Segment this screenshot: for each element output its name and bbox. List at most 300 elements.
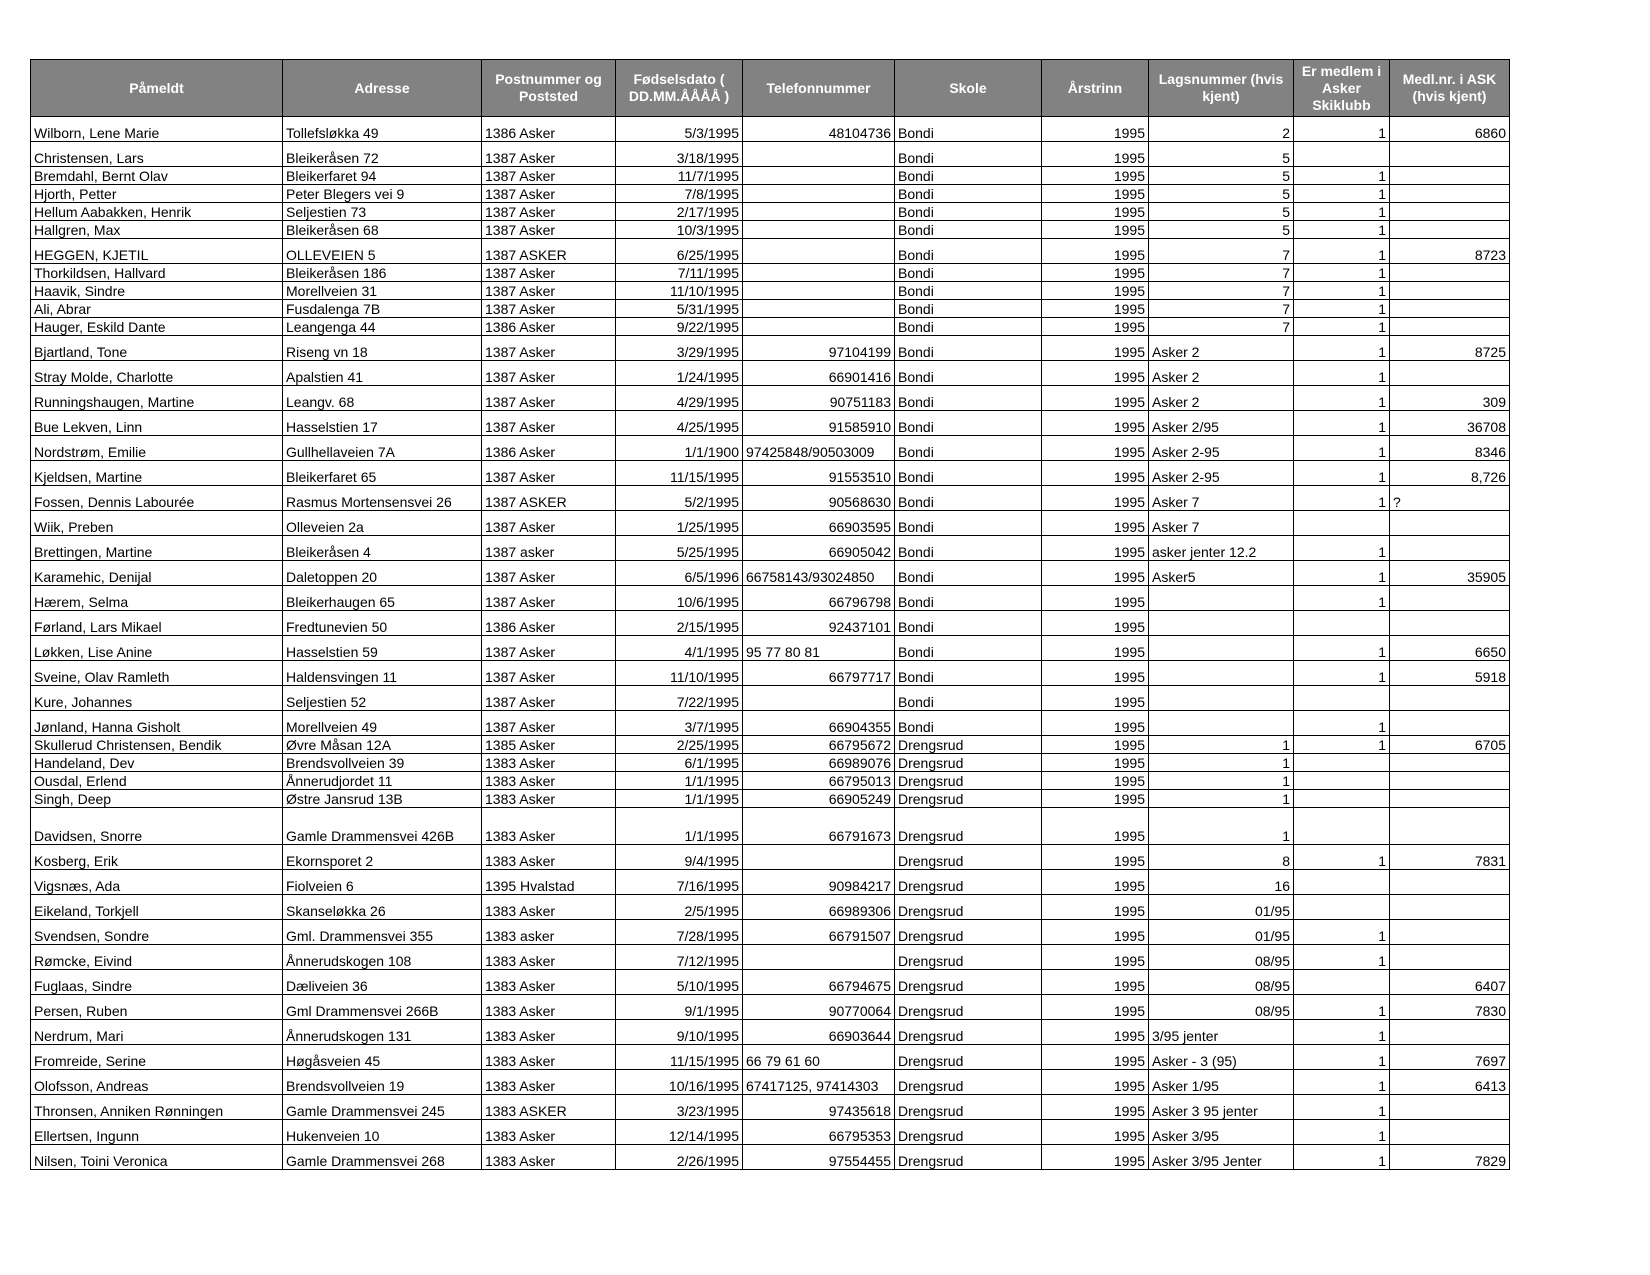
cell-address: Haldensvingen 11 — [283, 661, 482, 686]
cell-name: Handeland, Dev — [31, 754, 283, 772]
cell-name: Vigsnæs, Ada — [31, 870, 283, 895]
cell-birthdate: 7/16/1995 — [616, 870, 743, 895]
cell-postal: 1387 Asker — [482, 711, 616, 736]
cell-member — [1294, 142, 1390, 167]
cell-member-no — [1390, 611, 1510, 636]
cell-member-no: 8346 — [1390, 436, 1510, 461]
cell-grade: 1995 — [1042, 536, 1149, 561]
cell-member-no — [1390, 945, 1510, 970]
cell-school: Drengsrud — [895, 920, 1042, 945]
cell-address: Peter Blegers vei 9 — [283, 185, 482, 203]
cell-member: 1 — [1294, 1145, 1390, 1170]
cell-grade: 1995 — [1042, 318, 1149, 336]
cell-postal: 1386 Asker — [482, 318, 616, 336]
cell-birthdate: 12/14/1995 — [616, 1120, 743, 1145]
cell-team: 3/95 jenter — [1149, 1020, 1294, 1045]
cell-birthdate: 9/22/1995 — [616, 318, 743, 336]
cell-member-no: 8725 — [1390, 336, 1510, 361]
table-row — [31, 511, 1510, 536]
header-telefon: Telefonnummer — [743, 60, 895, 117]
table-row — [31, 221, 1510, 239]
cell-member: 1 — [1294, 239, 1390, 264]
cell-postal: 1383 asker — [482, 920, 616, 945]
cell-name: Hallgren, Max — [31, 221, 283, 239]
cell-name: HEGGEN, KJETIL — [31, 239, 283, 264]
cell-school: Drengsrud — [895, 845, 1042, 870]
cell-address: Ekornsporet 2 — [283, 845, 482, 870]
cell-school: Bondi — [895, 461, 1042, 486]
cell-name: Jønland, Hanna Gisholt — [31, 711, 283, 736]
cell-phone — [743, 203, 895, 221]
cell-postal: 1387 Asker — [482, 411, 616, 436]
cell-grade: 1995 — [1042, 561, 1149, 586]
header-medlnr: Medl.nr. i ASK (hvis kjent) — [1390, 60, 1510, 117]
table-row — [31, 1020, 1510, 1045]
cell-grade: 1995 — [1042, 336, 1149, 361]
cell-phone: 66905042 — [743, 536, 895, 561]
cell-school: Drengsrud — [895, 754, 1042, 772]
cell-member-no — [1390, 711, 1510, 736]
cell-birthdate: 7/22/1995 — [616, 686, 743, 711]
cell-name: Karamehic, Denijal — [31, 561, 283, 586]
cell-name: Persen, Ruben — [31, 995, 283, 1020]
cell-phone — [743, 239, 895, 264]
cell-birthdate: 10/6/1995 — [616, 586, 743, 611]
cell-grade: 1995 — [1042, 845, 1149, 870]
cell-member — [1294, 611, 1390, 636]
cell-birthdate: 11/10/1995 — [616, 282, 743, 300]
table-row — [31, 300, 1510, 318]
cell-birthdate: 6/1/1995 — [616, 754, 743, 772]
cell-birthdate: 9/1/1995 — [616, 995, 743, 1020]
cell-team — [1149, 636, 1294, 661]
cell-phone: 66903595 — [743, 511, 895, 536]
table-row — [31, 945, 1510, 970]
cell-phone: 66794675 — [743, 970, 895, 995]
cell-team: 08/95 — [1149, 995, 1294, 1020]
cell-school: Drengsrud — [895, 1120, 1042, 1145]
table-row — [31, 1095, 1510, 1120]
cell-address: Gml Drammensvei 266B — [283, 995, 482, 1020]
cell-postal: 1387 Asker — [482, 264, 616, 282]
cell-postal: 1386 Asker — [482, 611, 616, 636]
cell-grade: 1995 — [1042, 895, 1149, 920]
cell-grade: 1995 — [1042, 1020, 1149, 1045]
cell-school: Bondi — [895, 142, 1042, 167]
cell-school: Bondi — [895, 686, 1042, 711]
cell-name: Runningshaugen, Martine — [31, 386, 283, 411]
cell-postal: 1383 Asker — [482, 1070, 616, 1095]
cell-postal: 1383 Asker — [482, 995, 616, 1020]
cell-birthdate: 1/1/1995 — [616, 808, 743, 845]
cell-postal: 1387 ASKER — [482, 486, 616, 511]
cell-phone — [743, 845, 895, 870]
cell-member-no — [1390, 318, 1510, 336]
cell-member — [1294, 511, 1390, 536]
cell-member: 1 — [1294, 1045, 1390, 1070]
cell-phone: 66901416 — [743, 361, 895, 386]
cell-member — [1294, 754, 1390, 772]
cell-phone: 97435618 — [743, 1095, 895, 1120]
cell-school: Bondi — [895, 117, 1042, 142]
cell-phone — [743, 300, 895, 318]
cell-birthdate: 9/10/1995 — [616, 1020, 743, 1045]
cell-team — [1149, 661, 1294, 686]
cell-birthdate: 5/31/1995 — [616, 300, 743, 318]
cell-school: Bondi — [895, 661, 1042, 686]
cell-name: Løkken, Lise Anine — [31, 636, 283, 661]
cell-member: 1 — [1294, 336, 1390, 361]
cell-address: Fiolveien 6 — [283, 870, 482, 895]
cell-team — [1149, 586, 1294, 611]
cell-member: 1 — [1294, 300, 1390, 318]
cell-address: Seljestien 73 — [283, 203, 482, 221]
cell-address: Fusdalenga 7B — [283, 300, 482, 318]
table-row — [31, 808, 1510, 845]
cell-birthdate: 1/1/1900 — [616, 436, 743, 461]
cell-member-no — [1390, 185, 1510, 203]
cell-grade: 1995 — [1042, 611, 1149, 636]
table-row — [31, 920, 1510, 945]
cell-member-no: 36708 — [1390, 411, 1510, 436]
cell-birthdate: 10/16/1995 — [616, 1070, 743, 1095]
cell-member — [1294, 772, 1390, 790]
cell-address: Ånnerudskogen 108 — [283, 945, 482, 970]
cell-name: Kosberg, Erik — [31, 845, 283, 870]
cell-member-no: 6860 — [1390, 117, 1510, 142]
cell-birthdate: 11/15/1995 — [616, 461, 743, 486]
cell-postal: 1383 Asker — [482, 845, 616, 870]
cell-name: Kure, Johannes — [31, 686, 283, 711]
cell-grade: 1995 — [1042, 711, 1149, 736]
cell-grade: 1995 — [1042, 661, 1149, 686]
table-row — [31, 995, 1510, 1020]
cell-postal: 1383 Asker — [482, 895, 616, 920]
cell-grade: 1995 — [1042, 239, 1149, 264]
cell-team: 7 — [1149, 239, 1294, 264]
cell-team: Asker 7 — [1149, 511, 1294, 536]
cell-member-no — [1390, 167, 1510, 185]
cell-birthdate: 7/8/1995 — [616, 185, 743, 203]
cell-grade: 1995 — [1042, 185, 1149, 203]
cell-school: Drengsrud — [895, 1070, 1042, 1095]
cell-grade: 1995 — [1042, 221, 1149, 239]
cell-member — [1294, 790, 1390, 808]
cell-name: Thronsen, Anniken Rønningen — [31, 1095, 283, 1120]
cell-member-no — [1390, 536, 1510, 561]
cell-name: Sveine, Olav Ramleth — [31, 661, 283, 686]
cell-team: 5 — [1149, 185, 1294, 203]
cell-postal: 1387 Asker — [482, 636, 616, 661]
cell-birthdate: 1/1/1995 — [616, 772, 743, 790]
cell-member: 1 — [1294, 264, 1390, 282]
cell-birthdate: 11/10/1995 — [616, 661, 743, 686]
cell-name: Nerdrum, Mari — [31, 1020, 283, 1045]
cell-school: Drengsrud — [895, 870, 1042, 895]
cell-name: Førland, Lars Mikael — [31, 611, 283, 636]
cell-postal: 1395 Hvalstad — [482, 870, 616, 895]
cell-name: Svendsen, Sondre — [31, 920, 283, 945]
cell-member: 1 — [1294, 203, 1390, 221]
table-row — [31, 117, 1510, 142]
cell-birthdate: 3/29/1995 — [616, 336, 743, 361]
cell-school: Bondi — [895, 318, 1042, 336]
table-row — [31, 336, 1510, 361]
cell-team: asker jenter 12.2 — [1149, 536, 1294, 561]
cell-address: Ånnerudskogen 131 — [283, 1020, 482, 1045]
cell-phone: 97104199 — [743, 336, 895, 361]
cell-name: Bjartland, Tone — [31, 336, 283, 361]
cell-phone: 48104736 — [743, 117, 895, 142]
cell-member: 1 — [1294, 995, 1390, 1020]
cell-school: Bondi — [895, 411, 1042, 436]
cell-team: 1 — [1149, 736, 1294, 754]
cell-address: Olleveien 2a — [283, 511, 482, 536]
cell-member: 1 — [1294, 920, 1390, 945]
header-medlem: Er medlem i Asker Skiklubb — [1294, 60, 1390, 117]
cell-phone: 66905249 — [743, 790, 895, 808]
cell-birthdate: 7/28/1995 — [616, 920, 743, 945]
cell-team: Asker 3/95 Jenter — [1149, 1145, 1294, 1170]
cell-name: Haavik, Sindre — [31, 282, 283, 300]
cell-team: 7 — [1149, 282, 1294, 300]
table-row — [31, 586, 1510, 611]
cell-member-no: 7830 — [1390, 995, 1510, 1020]
cell-address: Leangv. 68 — [283, 386, 482, 411]
cell-member: 1 — [1294, 282, 1390, 300]
cell-member: 1 — [1294, 945, 1390, 970]
cell-phone: 66904355 — [743, 711, 895, 736]
cell-school: Bondi — [895, 300, 1042, 318]
table-row — [31, 167, 1510, 185]
cell-phone — [743, 318, 895, 336]
cell-postal: 1387 Asker — [482, 221, 616, 239]
cell-address: Fredtunevien 50 — [283, 611, 482, 636]
cell-postal: 1387 Asker — [482, 282, 616, 300]
cell-address: Leangenga 44 — [283, 318, 482, 336]
cell-phone: 66797717 — [743, 661, 895, 686]
cell-member-no — [1390, 361, 1510, 386]
cell-grade: 1995 — [1042, 486, 1149, 511]
cell-phone: 90984217 — [743, 870, 895, 895]
cell-school: Drengsrud — [895, 790, 1042, 808]
table-row — [31, 142, 1510, 167]
cell-address: Bleikeråsen 4 — [283, 536, 482, 561]
header-postnummer: Postnummer og Poststed — [482, 60, 616, 117]
cell-address: Gamle Drammensvei 426B — [283, 808, 482, 845]
cell-team: 1 — [1149, 790, 1294, 808]
cell-phone: 67417125, 97414303 — [743, 1070, 895, 1095]
cell-address: OLLEVEIEN 5 — [283, 239, 482, 264]
cell-phone: 97425848/90503009 — [743, 436, 895, 461]
cell-member-no — [1390, 264, 1510, 282]
cell-school: Drengsrud — [895, 895, 1042, 920]
cell-phone: 91553510 — [743, 461, 895, 486]
cell-school: Bondi — [895, 203, 1042, 221]
cell-phone — [743, 221, 895, 239]
cell-member: 1 — [1294, 1070, 1390, 1095]
cell-postal: 1387 Asker — [482, 361, 616, 386]
table-row — [31, 461, 1510, 486]
cell-name: Bue Lekven, Linn — [31, 411, 283, 436]
cell-postal: 1383 Asker — [482, 754, 616, 772]
cell-birthdate: 4/1/1995 — [616, 636, 743, 661]
cell-member — [1294, 870, 1390, 895]
cell-school: Drengsrud — [895, 995, 1042, 1020]
cell-postal: 1383 Asker — [482, 1145, 616, 1170]
header-pameldt: Påmeldt — [31, 60, 283, 117]
cell-phone — [743, 142, 895, 167]
cell-member: 1 — [1294, 1095, 1390, 1120]
cell-postal: 1387 ASKER — [482, 239, 616, 264]
cell-phone — [743, 264, 895, 282]
cell-grade: 1995 — [1042, 920, 1149, 945]
cell-team: 7 — [1149, 300, 1294, 318]
cell-member: 1 — [1294, 411, 1390, 436]
cell-grade: 1995 — [1042, 790, 1149, 808]
cell-phone — [743, 945, 895, 970]
table-row — [31, 661, 1510, 686]
cell-member-no: 35905 — [1390, 561, 1510, 586]
cell-member-no — [1390, 808, 1510, 845]
cell-postal: 1386 Asker — [482, 436, 616, 461]
cell-address: Skanseløkka 26 — [283, 895, 482, 920]
cell-member-no — [1390, 754, 1510, 772]
cell-address: Øvre Måsan 12A — [283, 736, 482, 754]
cell-name: Skullerud Christensen, Bendik — [31, 736, 283, 754]
cell-phone: 90751183 — [743, 386, 895, 411]
cell-grade: 1995 — [1042, 808, 1149, 845]
cell-school: Bondi — [895, 486, 1042, 511]
cell-team: 8 — [1149, 845, 1294, 870]
cell-name: Ousdal, Erlend — [31, 772, 283, 790]
cell-team: 5 — [1149, 142, 1294, 167]
cell-address: Seljestien 52 — [283, 686, 482, 711]
cell-postal: 1387 Asker — [482, 336, 616, 361]
table-row — [31, 239, 1510, 264]
cell-team: 1 — [1149, 808, 1294, 845]
cell-member: 1 — [1294, 167, 1390, 185]
cell-name: Hærem, Selma — [31, 586, 283, 611]
cell-member-no: 6407 — [1390, 970, 1510, 995]
cell-birthdate: 4/25/1995 — [616, 411, 743, 436]
table-body — [31, 117, 1510, 1170]
cell-postal: 1383 Asker — [482, 1045, 616, 1070]
table-row — [31, 361, 1510, 386]
cell-phone: 66758143/93024850 — [743, 561, 895, 586]
cell-school: Drengsrud — [895, 945, 1042, 970]
cell-grade: 1995 — [1042, 736, 1149, 754]
cell-member: 1 — [1294, 736, 1390, 754]
cell-grade: 1995 — [1042, 282, 1149, 300]
cell-address: Bleikerhaugen 65 — [283, 586, 482, 611]
cell-address: Dæliveien 36 — [283, 970, 482, 995]
cell-postal: 1386 Asker — [482, 117, 616, 142]
cell-address: Høgåsveien 45 — [283, 1045, 482, 1070]
cell-team: 1 — [1149, 772, 1294, 790]
cell-team: 08/95 — [1149, 970, 1294, 995]
cell-phone: 95 77 80 81 — [743, 636, 895, 661]
cell-team: Asker 1/95 — [1149, 1070, 1294, 1095]
cell-birthdate: 5/10/1995 — [616, 970, 743, 995]
cell-birthdate: 2/25/1995 — [616, 736, 743, 754]
cell-grade: 1995 — [1042, 361, 1149, 386]
cell-member: 1 — [1294, 461, 1390, 486]
cell-phone: 97554455 — [743, 1145, 895, 1170]
cell-address: Bleikeråsen 186 — [283, 264, 482, 282]
cell-name: Ali, Abrar — [31, 300, 283, 318]
cell-grade: 1995 — [1042, 636, 1149, 661]
cell-postal: 1387 Asker — [482, 461, 616, 486]
cell-team: 2 — [1149, 117, 1294, 142]
cell-postal: 1383 Asker — [482, 1120, 616, 1145]
cell-address: Hukenveien 10 — [283, 1120, 482, 1145]
cell-team: 5 — [1149, 221, 1294, 239]
cell-phone: 66796798 — [743, 586, 895, 611]
cell-postal: 1385 Asker — [482, 736, 616, 754]
cell-grade: 1995 — [1042, 203, 1149, 221]
table-row — [31, 1120, 1510, 1145]
cell-member: 1 — [1294, 1120, 1390, 1145]
table-row — [31, 845, 1510, 870]
table-row — [31, 264, 1510, 282]
cell-member-no — [1390, 686, 1510, 711]
cell-name: Ellertsen, Ingunn — [31, 1120, 283, 1145]
cell-name: Fossen, Dennis Labourée — [31, 486, 283, 511]
cell-school: Bondi — [895, 711, 1042, 736]
cell-birthdate: 4/29/1995 — [616, 386, 743, 411]
cell-grade: 1995 — [1042, 1095, 1149, 1120]
cell-name: Stray Molde, Charlotte — [31, 361, 283, 386]
cell-postal: 1387 Asker — [482, 661, 616, 686]
cell-postal: 1387 Asker — [482, 185, 616, 203]
cell-grade: 1995 — [1042, 461, 1149, 486]
cell-grade: 1995 — [1042, 167, 1149, 185]
cell-team: 16 — [1149, 870, 1294, 895]
table-row — [31, 711, 1510, 736]
table-row — [31, 790, 1510, 808]
cell-member: 1 — [1294, 117, 1390, 142]
cell-member: 1 — [1294, 711, 1390, 736]
cell-address: Brendsvollveien 39 — [283, 754, 482, 772]
cell-member-no — [1390, 1020, 1510, 1045]
cell-team: Asker 2 — [1149, 336, 1294, 361]
table-row — [31, 1070, 1510, 1095]
cell-postal: 1387 Asker — [482, 386, 616, 411]
cell-grade: 1995 — [1042, 586, 1149, 611]
cell-school: Bondi — [895, 336, 1042, 361]
cell-member-no — [1390, 1120, 1510, 1145]
cell-school: Bondi — [895, 611, 1042, 636]
cell-member: 1 — [1294, 221, 1390, 239]
cell-address: Gml. Drammensvei 355 — [283, 920, 482, 945]
cell-grade: 1995 — [1042, 436, 1149, 461]
cell-name: Hjorth, Petter — [31, 185, 283, 203]
cell-postal: 1383 Asker — [482, 790, 616, 808]
cell-school: Drengsrud — [895, 1020, 1042, 1045]
table-row — [31, 611, 1510, 636]
cell-team: Asker 2 — [1149, 386, 1294, 411]
cell-phone: 66903644 — [743, 1020, 895, 1045]
cell-member: 1 — [1294, 636, 1390, 661]
cell-name: Kjeldsen, Martine — [31, 461, 283, 486]
cell-postal: 1387 Asker — [482, 586, 616, 611]
cell-grade: 1995 — [1042, 772, 1149, 790]
cell-member-no — [1390, 895, 1510, 920]
header-skole: Skole — [895, 60, 1042, 117]
table-row — [31, 870, 1510, 895]
header-arstrinn: Årstrinn — [1042, 60, 1149, 117]
